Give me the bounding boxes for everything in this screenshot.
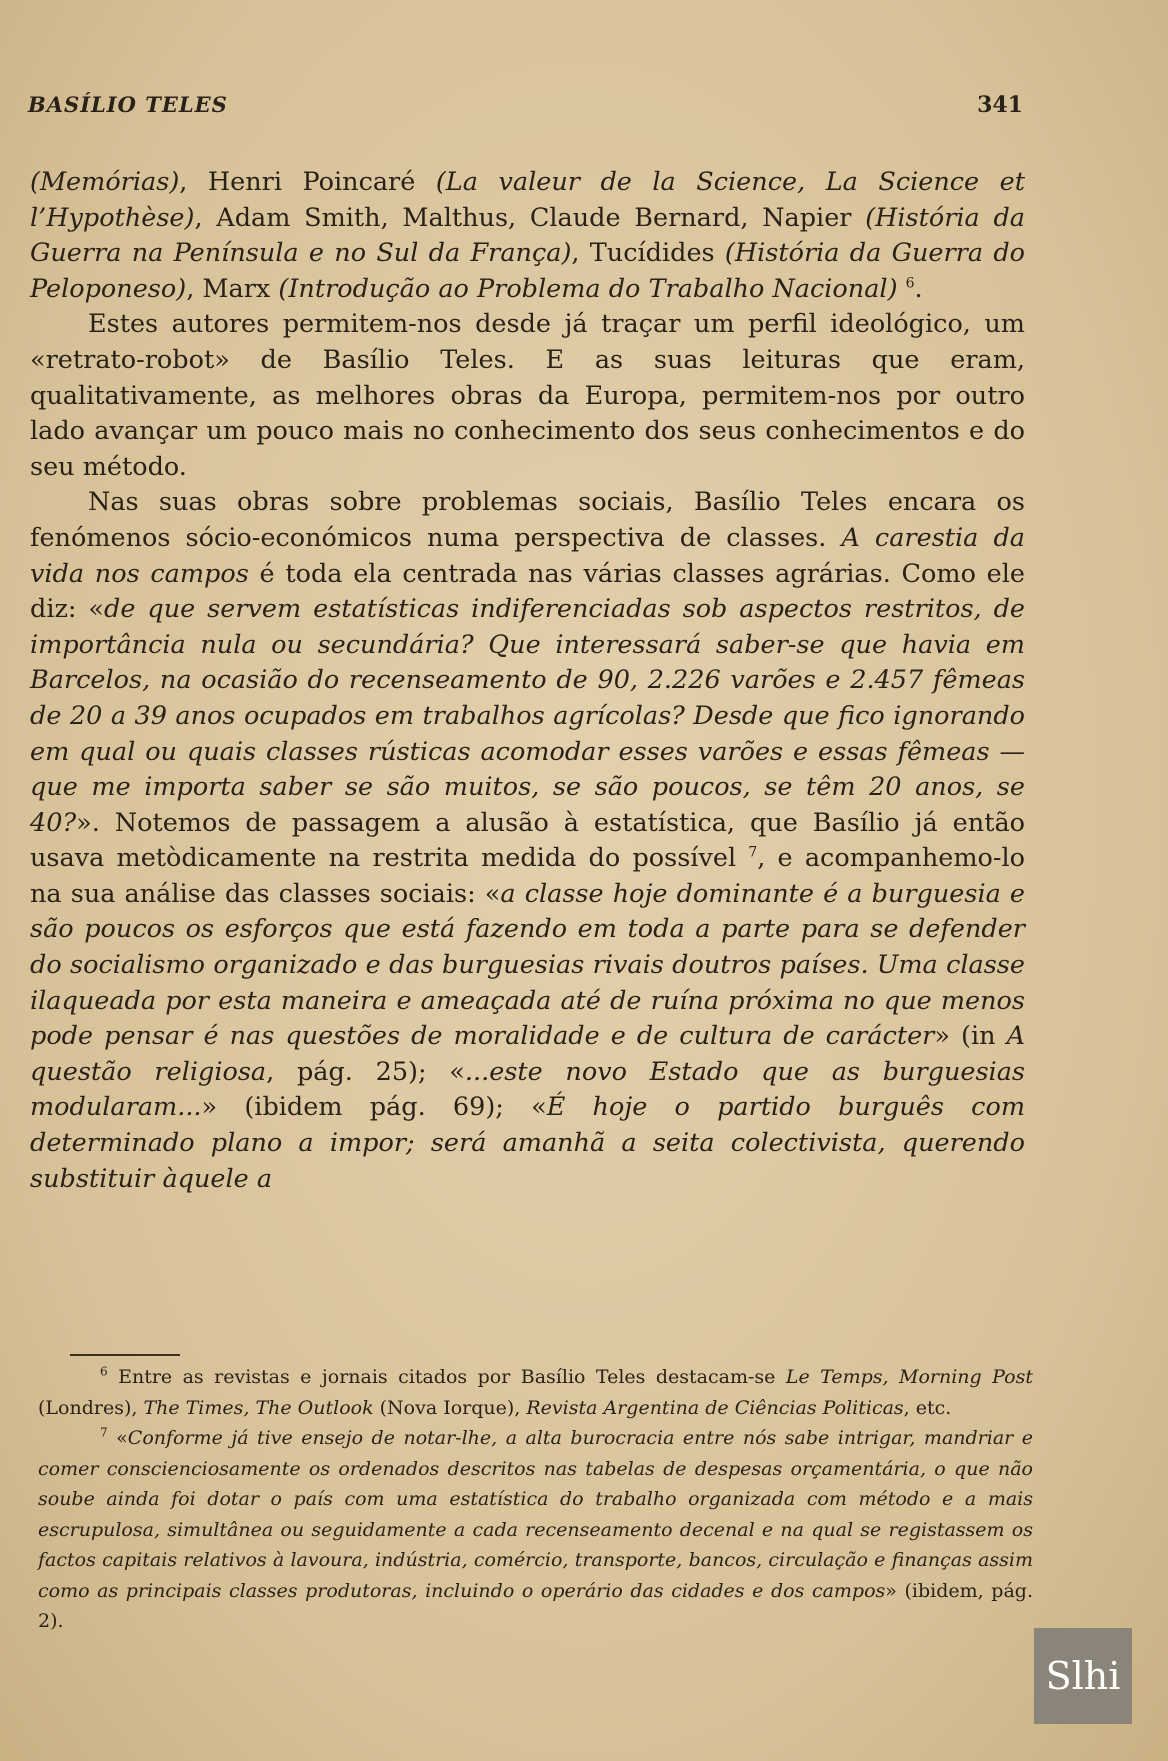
paragraph-1 (30, 165, 1025, 307)
text-span: (Londres), (38, 1396, 144, 1419)
text-span: , e acompanhemo-lo na sua análise das classes sociais: « (30, 843, 1025, 909)
text-span: A questão religiosa (30, 1021, 1025, 1087)
quote-span: ...este novo Estado que as burguesias modularam... (30, 1056, 1026, 1123)
text-span: , Henri Poincaré (179, 167, 436, 197)
text-span: , etc. (903, 1396, 952, 1419)
text-span: (La valeur de la Science, La Science et l’Hypothèse) (30, 167, 1025, 233)
text-span (898, 274, 906, 304)
footnote-divider (70, 1354, 180, 1356)
quote-span: É hoje o partido burguês com determinado plano a impor; será amanhã a seita colectivista, querendo substituir àquele a (30, 1092, 1025, 1194)
footnote-ref-6: 6 (905, 275, 915, 292)
quote-span: Conforme já tive ensejo de notar-lhe, a alta burocracia entre nós sabe intrigar, mandriar e comer conscienciosamente os ordenados descritos nas tabelas de despesas orçamentária, o que não soube ainda foi dotar o país com uma estatística do trabalho organizada com método e a mais escrupulosa, simultânea ou seguidamente a cada recenseamento decenal e na qual se registassem os factos capitais relativos à lavoura, indústria, comércio, transporte, bancos, circulação e finanças assim como as principais classes produtoras, incluindo o operário das cidades e dos campos (38, 1427, 1033, 1602)
text-span: , Adam Smith, Malthus, Claude Bernard, Napier (194, 202, 866, 233)
text-span: Le Temps, Morning Post (785, 1366, 1033, 1388)
quote-span: a classe hoje dominante é a burguesia e são poucos os esforços que está fazendo em toda a parte para se defender do socialismo organizado e das burguesias rivais doutros países. Uma classe ilaqueada por esta maneira e ameaçada até de ruína próxima no que menos pode pensar é nas questões de moralidade e de cultura de carácter (30, 878, 1025, 1052)
footnote-ref-7: 7 (748, 844, 758, 861)
page-number: 341 (977, 92, 1023, 118)
text-span: The Times, The Outlook (143, 1396, 374, 1419)
text-span: , pág. 25); « (266, 1056, 465, 1087)
footnote-7 (38, 1423, 1033, 1637)
text-span: (História da Guerra na Península e no Sul da França) (30, 202, 1025, 269)
text-span: » (in (934, 1021, 1007, 1052)
footnote-mark: 7 (100, 1425, 108, 1440)
text-span: (Introdução ao Problema do Trabalho Nacional) (278, 273, 898, 304)
archive-logo: Slhi (1034, 1628, 1132, 1724)
running-head: BASÍLIO TELES (28, 92, 228, 117)
text-span: A carestia da vida nos campos (30, 522, 1025, 589)
text-span: Revista Argentina de Ciências Politicas (526, 1396, 904, 1419)
footnote-6 (38, 1362, 1033, 1423)
text-span: . (914, 273, 923, 304)
body-text (30, 165, 1025, 1197)
text-span: (História da Guerra do Peloponeso) (30, 238, 1026, 304)
text-span: , Marx (186, 273, 279, 304)
paragraph-3 (30, 485, 1025, 1197)
paragraph-2: Estes autores permitem-nos desde já traçar um perfil ideológico, um «retrato-robot» de Basílio Teles. E as suas leituras que eram, qualitativamente, as melhores obras da Europa, permitem-nos por outro lado avançar um pouco mais no conhecimento dos seus conhecimentos e do seu método. (30, 309, 1025, 482)
text-span: » (ibidem pág. 69); « (201, 1092, 547, 1123)
text-span: é toda ela centrada nas várias classes agrárias. Como ele diz: « (30, 558, 1025, 625)
text-span: » (ibidem, pág. 2). (38, 1579, 1033, 1632)
quote-span: de que servem estatísticas indiferenciadas sob aspectos restritos, de importância nula ou secundária? Que interessará saber-se que havia em Barcelos, na ocasião do recenseamento de 90, 2.226 varões e 2.457 fêmeas de 20 a 39 anos ocupados em trabalhos agrícolas? Desde que fico ignorando em qual ou quais classes rústicas acomodar esses varões e essas fêmeas — que me importa saber se são muitos, se são poucos, se têm 20 anos, se 40? (30, 594, 1026, 838)
text-span: , Tucídides (571, 238, 725, 269)
text-span: ». Notemos de passagem a alusão à estatística, que Basílio já então usava metòdicamente na restrita medida do possível (30, 807, 1025, 874)
text-span: « (107, 1427, 128, 1449)
page-header (28, 92, 1023, 118)
text-span: Entre as revistas e jornais citados por Basílio Teles destacam-se (107, 1366, 786, 1388)
text-span: (Memórias) (30, 167, 180, 197)
footnote-mark: 6 (100, 1364, 108, 1379)
footnotes (38, 1362, 1033, 1637)
text-span: (Nova Iorque), (373, 1396, 527, 1419)
text-span: Nas suas obras sobre problemas sociais, Basílio Teles encara os fenómenos sócio-económicos numa perspectiva de classes. (30, 487, 1025, 553)
